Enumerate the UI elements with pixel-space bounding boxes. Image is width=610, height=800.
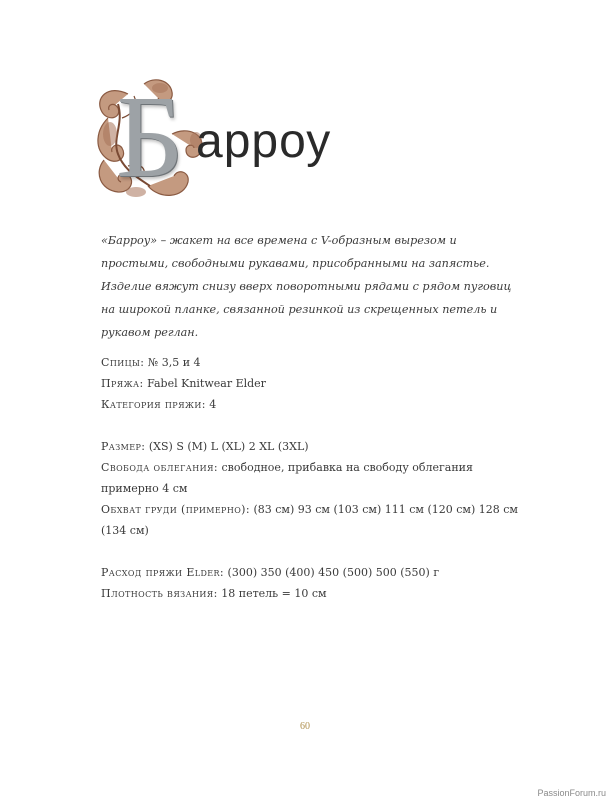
title-dropcap: Б: [116, 71, 184, 202]
spec-label: Пряжа:: [101, 377, 144, 390]
spec-label: Категория пряжи:: [101, 398, 206, 411]
page-title: арроу: [196, 115, 332, 168]
spec-consumption: [101, 562, 521, 583]
specs-list: [101, 352, 521, 604]
spec-label: Обхват груди (примерно):: [101, 503, 250, 516]
spec-chest: [101, 499, 521, 541]
spec-yarn-category: [101, 394, 521, 415]
spec-gauge: [101, 583, 521, 604]
spec-value: (300) 350 (400) 450 (500) 500 (550) г: [224, 566, 440, 579]
spec-value: Fabel Knitwear Elder: [143, 377, 266, 390]
spec-value: 4: [205, 398, 217, 411]
page-number: 60: [300, 721, 310, 732]
spec-size: [101, 436, 521, 457]
spec-label: Спицы:: [101, 356, 145, 369]
title-block: [88, 71, 388, 204]
spec-needles: [101, 352, 521, 373]
spec-yarn: [101, 373, 521, 394]
spec-label: Расход пряжи Elder:: [101, 566, 225, 579]
spec-label: Плотность вязания:: [101, 587, 218, 600]
watermark: PassionForum.ru: [537, 788, 606, 798]
intro-paragraph: «Барроу» – жакет на все времена с V-образным вырезом и простыми, свободными рукавами, присобранными на запястье. Изделие вяжут снизу вверх поворотными рядами с рядом пуговиц на широкой планке, связанной резинкой из скрещенных петель и рукавом реглан.: [101, 234, 512, 340]
spec-value: (XS) S (M) L (XL) 2 XL (3XL): [145, 440, 309, 453]
spec-label: Свобода облегания:: [101, 461, 218, 474]
spec-value: № 3,5 и 4: [144, 356, 201, 369]
spec-value: (83 см) 93 см (103 см) 111 см (120 см) 128 см (134 см): [101, 503, 518, 537]
spec-fit: [101, 457, 521, 499]
spec-label: Размер:: [101, 440, 146, 453]
spec-value: 18 петель = 10 см: [217, 587, 327, 600]
spec-value: свободное, прибавка на свободу облегания примерно 4 см: [101, 461, 473, 495]
